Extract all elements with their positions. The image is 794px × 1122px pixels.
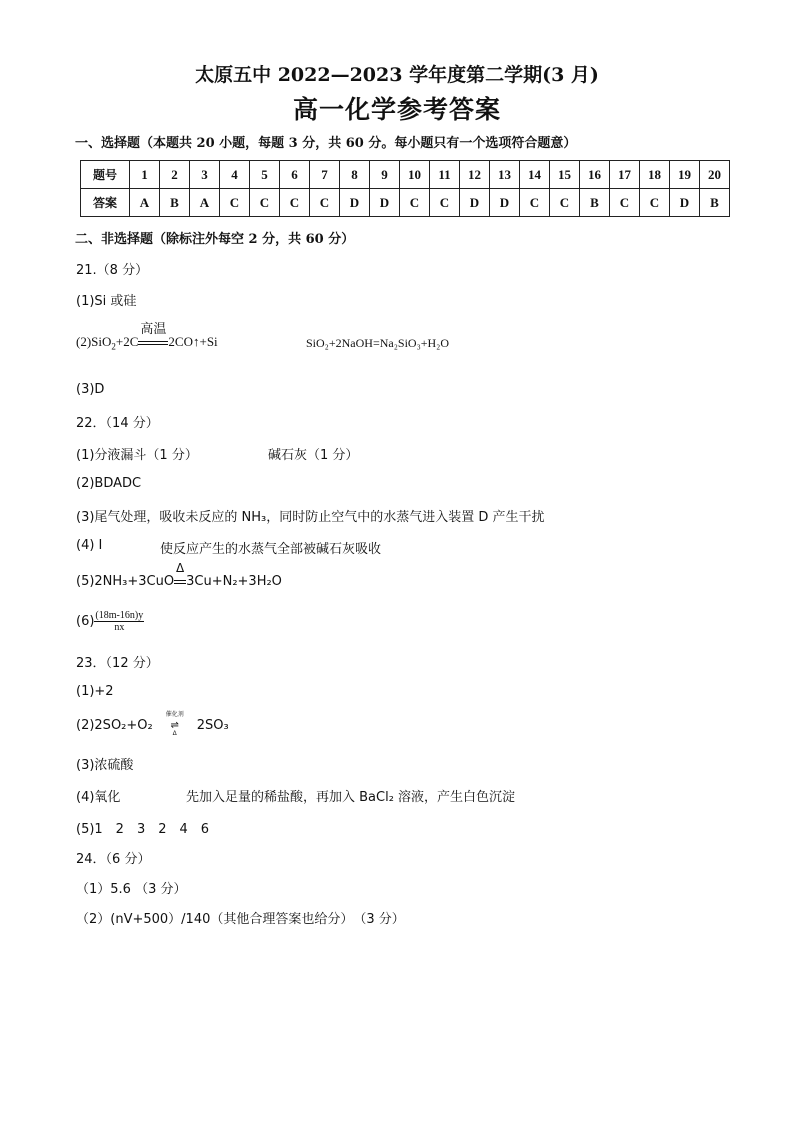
question-number: 13 <box>490 161 520 189</box>
q21-answer-2b-equation: SiO₂+2NaOH=Na₂SiO₃+H₂O <box>306 336 450 350</box>
answer-row <box>81 189 730 217</box>
answer-cell: C <box>610 189 640 217</box>
answer-cell: C <box>430 189 460 217</box>
question-number: 3 <box>190 161 220 189</box>
fraction-numerator: (18m-16n)y <box>95 610 144 621</box>
question-number: 11 <box>430 161 460 189</box>
question-number: 5 <box>250 161 280 189</box>
q22-answer-1b: 碱石灰（1 分） <box>268 448 359 463</box>
fraction-denominator: nx <box>114 622 125 633</box>
q24-answer-2: （2）(nV+500）/140（其他合理答案也给分） （3 分） <box>76 912 405 927</box>
reversible-arrow: 催化剂 ⇌ Δ <box>155 718 195 733</box>
question-number: 17 <box>610 161 640 189</box>
answer-cell: A <box>130 189 160 217</box>
answer-cell: B <box>700 189 730 217</box>
question-number: 1 <box>130 161 160 189</box>
reaction-arrow <box>138 321 168 350</box>
answer-cell: C <box>280 189 310 217</box>
q24-header: 24．（6 分） <box>76 852 151 867</box>
row-label-question: 题号 <box>81 161 130 189</box>
question-number: 2 <box>160 161 190 189</box>
section1-heading: 一、选择题（本题共 20 小题，每题 3 分，共 60 分。每小题只有一个选项符合题意） <box>75 136 577 151</box>
q22-answer-2: (2)BDADC <box>76 476 142 491</box>
answer-key-subtitle: 高一化学参考答案 <box>292 95 501 124</box>
reaction-condition: 高温 <box>140 321 167 336</box>
answer-cell: D <box>370 189 400 217</box>
answer-cell: B <box>580 189 610 217</box>
question-number-row <box>81 161 730 189</box>
q21-answer-1: (1)Si 或硅 <box>76 294 137 309</box>
q22-answer-1a: (1)分液漏斗（1 分） <box>76 448 198 463</box>
q22-answer-3: (3)尾气处理，吸收未反应的 NH₃，同时防止空气中的水蒸气进入装置 D 产生干扰 <box>76 510 545 525</box>
q22-answer-5-equation <box>76 561 282 589</box>
q23-answer-1: (1)+2 <box>76 684 114 699</box>
answer-cell: A <box>190 189 220 217</box>
q21-answer-3: (3)D <box>76 382 105 397</box>
answer-table <box>80 160 730 217</box>
question-number: 9 <box>370 161 400 189</box>
q23-answer-2-equation <box>76 711 229 737</box>
q22-a5-products: 3Cu+N₂+3H₂O <box>186 574 282 589</box>
question-number: 7 <box>310 161 340 189</box>
question-number: 15 <box>550 161 580 189</box>
q21-header: 21.（8 分） <box>76 263 149 278</box>
answer-cell: C <box>310 189 340 217</box>
answer-cell: C <box>640 189 670 217</box>
question-number: 16 <box>580 161 610 189</box>
q23-answer-4b: 先加入足量的稀盐酸，再加入 BaCl₂ 溶液，产生白色沉淀 <box>186 790 516 805</box>
section2-heading: 二、非选择题（除标注外每空 2 分，共 60 分） <box>75 232 355 247</box>
q21-a2-products: 2CO↑+Si <box>168 334 218 349</box>
row-label-answer: 答案 <box>81 189 130 217</box>
q21-answer-2-equation: (2)SiO$_2$+2C 高温 2CO↑+Si <box>76 334 218 352</box>
q23-header: 23．（12 分） <box>76 656 159 671</box>
q22-a5-reactants: (5)2NH₃+3CuO <box>76 574 175 589</box>
question-number: 18 <box>640 161 670 189</box>
q21-a2-prefix: (2) <box>76 334 92 349</box>
answer-cell: D <box>340 189 370 217</box>
answer-cell: C <box>250 189 280 217</box>
answer-cell: B <box>160 189 190 217</box>
reaction-catalyst: 催化剂 <box>165 711 184 718</box>
q22-answer-4b: 使反应产生的水蒸气全部被碱石灰吸收 <box>160 542 382 557</box>
q22-a6-prefix: (6) <box>76 614 95 629</box>
answer-cell: C <box>220 189 250 217</box>
reaction-arrow <box>174 561 186 589</box>
q23-a2-products: 2SO₃ <box>196 718 229 733</box>
q22-header: 22．（14 分） <box>76 416 159 431</box>
question-number: 12 <box>460 161 490 189</box>
q23-answer-4a: (4)氧化 <box>76 790 121 805</box>
fraction <box>94 610 144 633</box>
question-number: 4 <box>220 161 250 189</box>
q24-answer-1: （1）5.6 （3 分） <box>76 882 187 897</box>
question-number: 6 <box>280 161 310 189</box>
question-number: 20 <box>700 161 730 189</box>
q23-a2-reactants: (2)2SO₂+O₂ <box>76 718 153 733</box>
q23-answer-3: (3)浓硫酸 <box>76 758 134 773</box>
question-number: 8 <box>340 161 370 189</box>
answer-cell: C <box>520 189 550 217</box>
reaction-condition: Δ <box>172 730 177 737</box>
answer-cell: C <box>550 189 580 217</box>
question-number: 14 <box>520 161 550 189</box>
exam-title: 太原五中 2022—2023 学年度第二学期(3 月) <box>195 64 599 86</box>
reaction-condition: Δ <box>176 561 185 575</box>
question-number: 19 <box>670 161 700 189</box>
q23-answer-5: (5)1 2 3 2 4 6 <box>76 822 210 837</box>
answer-cell: D <box>670 189 700 217</box>
answer-cell: D <box>460 189 490 217</box>
q22-answer-6 <box>76 610 144 633</box>
q22-answer-4a: (4) I <box>76 538 103 553</box>
answer-cell: D <box>490 189 520 217</box>
question-number: 10 <box>400 161 430 189</box>
answer-cell: C <box>400 189 430 217</box>
